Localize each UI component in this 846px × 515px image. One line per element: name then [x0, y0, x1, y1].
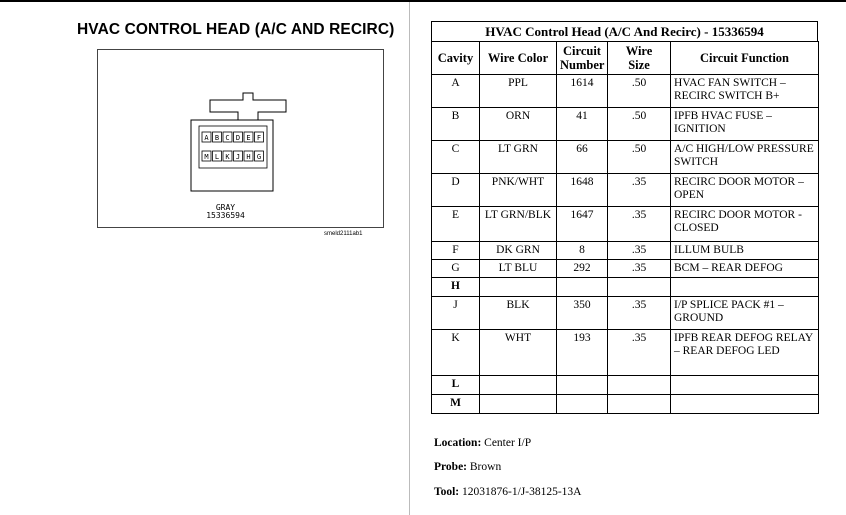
table-row — [432, 260, 819, 278]
circuit-function-cell: ILLUM BULB — [671, 242, 819, 260]
pin-label: K — [225, 153, 230, 161]
circuit-function-cell: RECIRC DOOR MOTOR – OPEN — [671, 174, 819, 207]
column-divider — [409, 2, 410, 515]
table-row — [432, 174, 819, 207]
probe-note: Probe: Brown — [434, 461, 502, 473]
table-row — [432, 395, 819, 414]
cavity-cell: A — [432, 75, 480, 108]
circuit-number-cell: 66 — [557, 141, 608, 174]
page-heading: HVAC CONTROL HEAD (A/C AND RECIRC) — [77, 21, 395, 38]
image-reference: smeld2111ab1 — [324, 231, 363, 237]
circuit-number-cell: 1647 — [557, 207, 608, 242]
circuit-number-cell: 41 — [557, 108, 608, 141]
wire-size-cell — [608, 395, 671, 414]
wire-color-cell: BLK — [480, 297, 557, 330]
pin-label: A — [204, 134, 209, 142]
connector-pinout-table — [431, 41, 819, 414]
tool-note: Tool: 12031876-1/J-38125-13A — [434, 486, 582, 498]
wire-size-cell — [608, 376, 671, 395]
cavity-cell: H — [432, 278, 480, 297]
cavity-cell: F — [432, 242, 480, 260]
connector-color-label: GRAY — [215, 203, 236, 212]
table-row — [432, 278, 819, 297]
location-note: Location: Center I/P — [434, 437, 532, 449]
wire-color-cell — [480, 376, 557, 395]
circuit-function-cell: HVAC FAN SWITCH – RECIRC SWITCH B+ — [671, 75, 819, 108]
cavity-cell: J — [432, 297, 480, 330]
pin-label: G — [256, 153, 262, 161]
circuit-function-cell — [671, 376, 819, 395]
wire-size-cell: .50 — [608, 141, 671, 174]
wire-size-cell: .50 — [608, 108, 671, 141]
wire-size-cell: .50 — [608, 75, 671, 108]
wire-size-cell: .35 — [608, 260, 671, 278]
pin-label: M — [204, 153, 209, 161]
circuit-function-cell — [671, 278, 819, 297]
table-title: HVAC Control Head (A/C And Recirc) - 15336594 — [431, 21, 818, 41]
pin-label: F — [256, 134, 262, 142]
circuit-number-cell: 193 — [557, 330, 608, 376]
circuit-number-cell: 1648 — [557, 174, 608, 207]
pin-label: H — [246, 153, 251, 161]
table-row — [432, 297, 819, 330]
cavity-cell: M — [432, 395, 480, 414]
wire-size-cell: .35 — [608, 207, 671, 242]
cavity-cell: G — [432, 260, 480, 278]
header-circuit-function: Circuit Function — [671, 42, 819, 75]
pin-label: B — [214, 134, 220, 142]
table-row — [432, 330, 819, 376]
table-row — [432, 376, 819, 395]
table-row — [432, 242, 819, 260]
circuit-number-cell: 292 — [557, 260, 608, 278]
pin-label: J — [235, 153, 241, 161]
cavity-cell: D — [432, 174, 480, 207]
circuit-function-cell — [671, 395, 819, 414]
wire-size-cell: .35 — [608, 174, 671, 207]
circuit-number-cell — [557, 395, 608, 414]
connector-diagram — [97, 49, 384, 228]
table-row — [432, 141, 819, 174]
table-header-row — [432, 42, 819, 75]
header-wire-color: Wire Color — [480, 42, 557, 75]
table-row — [432, 75, 819, 108]
pin-label: D — [235, 134, 241, 142]
wire-color-cell — [480, 278, 557, 297]
wire-color-cell: PNK/WHT — [480, 174, 557, 207]
table-row — [432, 108, 819, 141]
wire-size-cell: .35 — [608, 330, 671, 376]
header-wire-size: Wire Size — [608, 42, 671, 75]
circuit-number-cell: 8 — [557, 242, 608, 260]
wire-color-cell — [480, 395, 557, 414]
circuit-function-cell: IPFB REAR DEFOG RELAY – REAR DEFOG LED — [671, 330, 819, 376]
circuit-function-cell: RECIRC DOOR MOTOR - CLOSED — [671, 207, 819, 242]
wire-color-cell: PPL — [480, 75, 557, 108]
cavity-cell: L — [432, 376, 480, 395]
wire-size-cell: .35 — [608, 242, 671, 260]
circuit-number-cell — [557, 376, 608, 395]
header-cavity: Cavity — [432, 42, 480, 75]
table-row — [432, 207, 819, 242]
wire-color-cell: DK GRN — [480, 242, 557, 260]
wire-size-cell — [608, 278, 671, 297]
pin-label: E — [246, 134, 251, 142]
circuit-function-cell: I/P SPLICE PACK #1 – GROUND — [671, 297, 819, 330]
wire-color-cell: LT GRN/BLK — [480, 207, 557, 242]
pin-group — [202, 132, 264, 161]
connector-part-number: 15336594 — [206, 211, 245, 220]
circuit-function-cell: A/C HIGH/LOW PRESSURE SWITCH — [671, 141, 819, 174]
wire-color-cell: WHT — [480, 330, 557, 376]
pin-label: C — [225, 134, 230, 142]
circuit-function-cell: BCM – REAR DEFOG — [671, 260, 819, 278]
wire-color-cell: ORN — [480, 108, 557, 141]
circuit-number-cell: 1614 — [557, 75, 608, 108]
table-body — [432, 75, 819, 414]
pin-label: L — [214, 153, 220, 161]
circuit-function-cell: IPFB HVAC FUSE – IGNITION — [671, 108, 819, 141]
wire-color-cell: LT BLU — [480, 260, 557, 278]
cavity-cell: E — [432, 207, 480, 242]
wire-color-cell: LT GRN — [480, 141, 557, 174]
cavity-cell: B — [432, 108, 480, 141]
circuit-number-cell: 350 — [557, 297, 608, 330]
cavity-cell: C — [432, 141, 480, 174]
cavity-cell: K — [432, 330, 480, 376]
header-circuit-number: Circuit Number — [557, 42, 608, 75]
top-rule — [0, 0, 846, 2]
wire-size-cell: .35 — [608, 297, 671, 330]
circuit-number-cell — [557, 278, 608, 297]
